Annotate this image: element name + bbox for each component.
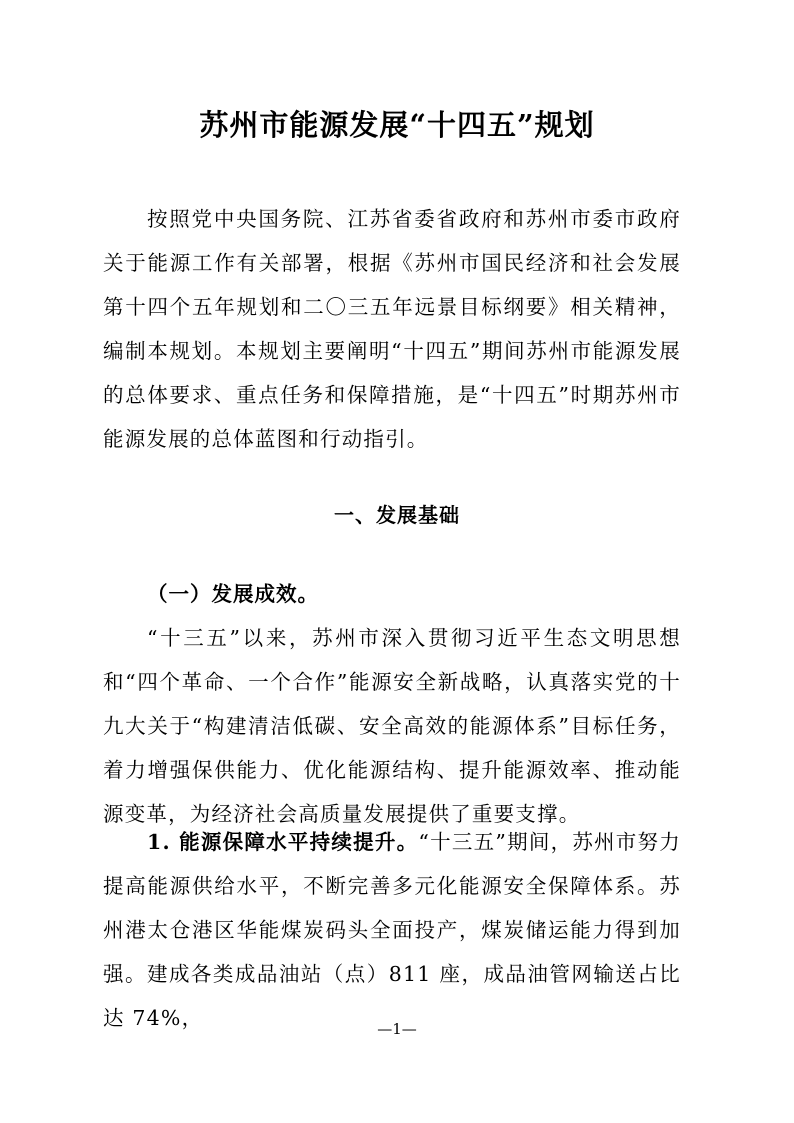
page-number: —1— xyxy=(377,1020,417,1038)
subsection-heading: （一）发展成效。 xyxy=(147,582,319,606)
effects-paragraph: “十三五”以来，苏州市深入贯彻习近平生态文明思想和“四个革命、一个合作”能源安全新战略，认真落实党的十九大关于“构建清洁低碳、安全高效的能源体系”目标任务，着力增强保供能力、优化能源结构、提升能源效率、推动能源变革，为经济社会高质量发展提供了重要支撑。 xyxy=(103,626,681,826)
item-1-paragraph xyxy=(103,820,681,1040)
document-title: 苏州市能源发展“十四五”规划 xyxy=(199,108,595,142)
section-heading: 一、发展基础 xyxy=(334,503,460,527)
intro-paragraph: 按照党中央国务院、江苏省委省政府和苏州市委市政府关于能源工作有关部署，根据《苏州市国民经济和社会发展第十四个五年规划和二〇三五年远景目标纲要》相关精神，编制本规划。本规划主要阐明“十四五”期间苏州市能源发展的总体要求、重点任务和保障措施，是“十四五”时期苏州市能源发展的总体蓝图和行动指引。 xyxy=(103,207,681,451)
item-1-lead: 1. 能源保障水平持续提升。 xyxy=(147,830,419,854)
item-1-text: “十三五”期间，苏州市努力提高能源供给水平，不断完善多元化能源安全保障体系。苏州港太仓港区华能煤炭码头全面投产，煤炭储运能力得到加强。建成各类成品油站（点）811 座，成品油管网输送占比达 74%， xyxy=(103,830,681,1030)
